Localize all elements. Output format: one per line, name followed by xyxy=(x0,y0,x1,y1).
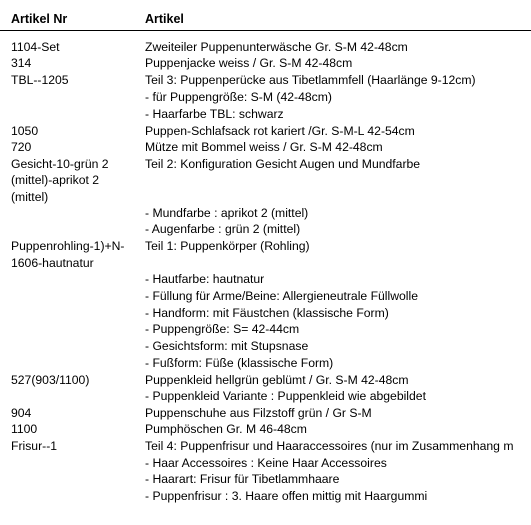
artikel-cell: Pumphöschen Gr. M 46-48cm xyxy=(145,422,307,436)
table-row xyxy=(0,355,531,371)
artikel-cell: - Haarart: Frisur für Tibetlammhaare xyxy=(145,472,340,486)
table-header xyxy=(0,11,531,27)
table-row xyxy=(0,321,531,337)
artikel-cell: - Haar Accessoires : Keine Haar Accessoires xyxy=(145,456,387,470)
artikel-nr-cell: 1050 xyxy=(11,124,39,138)
artikel-cell: - Haarfarbe TBL: schwarz xyxy=(145,107,284,121)
table-row xyxy=(0,55,531,71)
artikel-cell: Teil 3: Puppenperücke aus Tibetlammfell (Haarlänge 9-12cm) xyxy=(145,73,476,87)
table-row xyxy=(0,106,531,122)
artikel-nr-cell: 527(903/1100) xyxy=(11,373,90,387)
table-row xyxy=(0,488,531,504)
artikel-cell: - Puppenfrisur : 3. Haare offen mittig mit Haargummi xyxy=(145,489,428,503)
table-row xyxy=(0,255,531,271)
artikel-nr-cell: Puppenrohling-1)+N- xyxy=(11,239,125,253)
table-row xyxy=(0,421,531,437)
table-row xyxy=(0,438,531,454)
artikel-cell: - Augenfarbe : grün 2 (mittel) xyxy=(145,222,301,236)
artikel-cell: Teil 4: Puppenfrisur und Haaraccessoires (nur im Zusammenhang m xyxy=(145,439,514,453)
artikel-nr-cell: Frisur--1 xyxy=(11,439,58,453)
table-row xyxy=(0,288,531,304)
artikel-nr-cell: 1100 xyxy=(11,422,38,436)
table-row xyxy=(0,205,531,221)
table-row xyxy=(0,455,531,471)
artikel-cell: Teil 1: Puppenkörper (Rohling) xyxy=(145,239,310,253)
header-artikel: Artikel xyxy=(145,12,184,26)
artikel-nr-cell: 720 xyxy=(11,140,32,154)
artikel-nr-cell: 314 xyxy=(11,56,32,70)
artikel-cell: - für Puppengröße: S-M (42-48cm) xyxy=(145,90,332,104)
table-row xyxy=(0,189,531,205)
table-row xyxy=(0,221,531,237)
artikel-nr-cell: Gesicht-10-grün 2 xyxy=(11,157,109,171)
table-row xyxy=(0,123,531,139)
artikel-cell: - Mundfarbe : aprikot 2 (mittel) xyxy=(145,206,309,220)
artikel-nr-cell: TBL--1205 xyxy=(11,73,69,87)
table-row xyxy=(0,388,531,404)
artikel-cell: Mütze mit Bommel weiss / Gr. S-M 42-48cm xyxy=(145,140,383,154)
artikel-cell: - Hautfarbe: hautnatur xyxy=(145,272,265,286)
artikel-cell: - Puppengröße: S= 42-44cm xyxy=(145,322,300,336)
table-row xyxy=(0,271,531,287)
artikel-nr-cell: 1606-hautnatur xyxy=(11,256,94,270)
table-row xyxy=(0,139,531,155)
table-row xyxy=(0,156,531,172)
table-row xyxy=(0,89,531,105)
table-row xyxy=(0,471,531,487)
artikel-cell: Puppen-Schlafsack rot kariert /Gr. S-M-L 42-54cm xyxy=(145,124,415,138)
artikel-cell: Zweiteiler Puppenunterwäsche Gr. S-M 42-48cm xyxy=(145,40,408,54)
artikel-nr-cell: 904 xyxy=(11,406,32,420)
artikel-cell: Puppenschuhe aus Filzstoff grün / Gr S-M xyxy=(145,406,372,420)
artikel-nr-cell: (mittel) xyxy=(11,190,49,204)
header-artikel-nr: Artikel Nr xyxy=(11,12,68,26)
artikel-nr-cell: 1104-Set xyxy=(11,40,60,54)
table-row xyxy=(0,405,531,421)
artikel-cell: Puppenjacke weiss / Gr. S-M 42-48cm xyxy=(145,56,353,70)
artikel-cell: Puppenkleid hellgrün geblümt / Gr. S-M 42-48cm xyxy=(145,373,409,387)
table-row xyxy=(0,372,531,388)
artikel-cell: - Fußform: Füße (klassische Form) xyxy=(145,356,334,370)
table-row xyxy=(0,238,531,254)
artikel-cell: Teil 2: Konfiguration Gesicht Augen und Mundfarbe xyxy=(145,157,421,171)
artikel-nr-cell: (mittel)-aprikot 2 xyxy=(11,173,100,187)
table-row xyxy=(0,172,531,188)
header-divider xyxy=(0,30,531,31)
artikel-cell: - Handform: mit Fäustchen (klassische Form) xyxy=(145,306,389,320)
artikel-cell: - Gesichtsform: mit Stupsnase xyxy=(145,339,309,353)
artikel-cell: - Füllung für Arme/Beine: Allergieneutrale Füllwolle xyxy=(145,289,418,303)
table-row xyxy=(0,338,531,354)
artikel-cell: - Puppenkleid Variante : Puppenkleid wie abgebildet xyxy=(145,389,426,403)
table-row xyxy=(0,305,531,321)
table-row xyxy=(0,39,531,55)
table-row xyxy=(0,72,531,88)
